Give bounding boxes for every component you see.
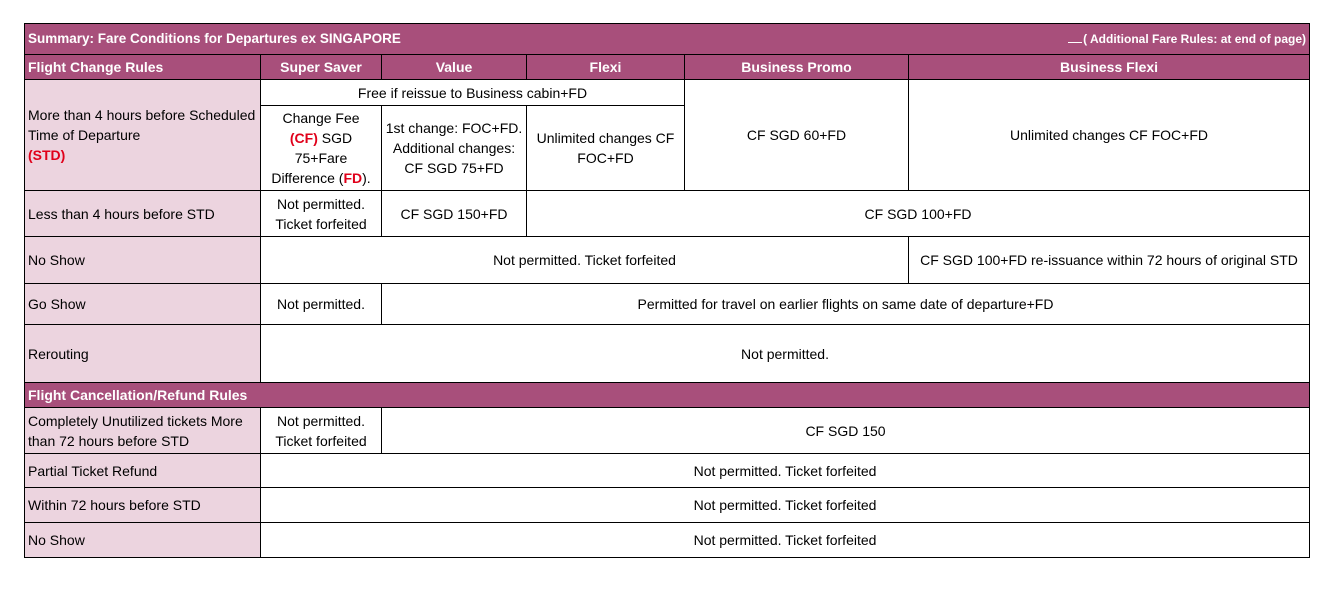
col-flexi: Flexi bbox=[527, 55, 685, 80]
row-label-within-72h: Within 72 hours before STD bbox=[25, 488, 261, 523]
rerouting-merged: Not permitted. bbox=[261, 325, 1310, 383]
additional-rules-link[interactable] bbox=[1068, 29, 1306, 49]
super-saver-go-show: Not permitted. bbox=[261, 284, 382, 325]
row-label-rerouting: Rerouting bbox=[25, 325, 261, 383]
table-row bbox=[25, 408, 1310, 454]
table-row bbox=[25, 284, 1310, 325]
fd-text: SGD 75+Fare Difference ( bbox=[271, 130, 353, 186]
table-row bbox=[25, 325, 1310, 383]
change-rules-header: Flight Change Rules bbox=[25, 55, 261, 80]
no-show-merged: Not permitted. Ticket forfeited bbox=[261, 237, 909, 284]
table-row bbox=[25, 523, 1310, 558]
row-label-more-than-4h bbox=[25, 80, 261, 191]
rest-unutilized: CF SGD 150 bbox=[382, 408, 1310, 454]
free-reissue-cell: Free if reissue to Business cabin+FD bbox=[261, 80, 685, 106]
fare-conditions-table bbox=[24, 23, 1310, 558]
col-business-promo: Business Promo bbox=[685, 55, 909, 80]
fd-abbr: FD bbox=[343, 170, 363, 186]
within-72h-merged: Not permitted. Ticket forfeited bbox=[261, 488, 1310, 523]
std-abbr: (STD) bbox=[28, 147, 66, 163]
super-saver-unutilized: Not permitted. Ticket forfeited bbox=[261, 408, 382, 454]
title-row bbox=[25, 24, 1310, 55]
title-cell bbox=[25, 24, 1310, 55]
table-row bbox=[25, 454, 1310, 488]
business-flexi-no-show: CF SGD 100+FD re-issuance within 72 hours of original STD bbox=[909, 237, 1310, 284]
cancellation-rules-header: Flight Cancellation/Refund Rules bbox=[25, 383, 1310, 408]
value-less-4h: CF SGD 150+FD bbox=[382, 191, 527, 237]
table-title: Summary: Fare Conditions for Departures ex SINGAPORE bbox=[28, 31, 401, 46]
super-saver-change-fee bbox=[261, 106, 382, 191]
business-promo-change-fee: CF SGD 60+FD bbox=[685, 80, 909, 191]
row-label-unutilized: Completely Unutilized tickets More than 72 hours before STD bbox=[25, 408, 261, 454]
underline-mark bbox=[1068, 42, 1082, 43]
additional-rules-text: ( Additional Fare Rules: at end of page) bbox=[1083, 32, 1307, 46]
rest-less-4h: CF SGD 100+FD bbox=[527, 191, 1310, 237]
fd-close: ). bbox=[362, 170, 371, 186]
business-flexi-change-fee: Unlimited changes CF FOC+FD bbox=[909, 80, 1310, 191]
col-business-flexi: Business Flexi bbox=[909, 55, 1310, 80]
row-label-less-than-4h: Less than 4 hours before STD bbox=[25, 191, 261, 237]
refund-no-show-merged: Not permitted. Ticket forfeited bbox=[261, 523, 1310, 558]
col-value: Value bbox=[382, 55, 527, 80]
rest-go-show: Permitted for travel on earlier flights on same date of departure+FD bbox=[382, 284, 1310, 325]
row-label-no-show: No Show bbox=[25, 237, 261, 284]
cf-text: Change Fee bbox=[282, 110, 360, 126]
partial-refund-merged: Not permitted. Ticket forfeited bbox=[261, 454, 1310, 488]
row-label-refund-no-show: No Show bbox=[25, 523, 261, 558]
value-change-fee: 1st change: FOC+FD. Additional changes: CF SGD 75+FD bbox=[382, 106, 527, 191]
flexi-change-fee: Unlimited changes CF FOC+FD bbox=[527, 106, 685, 191]
column-header-row bbox=[25, 55, 1310, 80]
label-text: More than 4 hours before Scheduled Time of Departure bbox=[28, 107, 256, 143]
cancellation-header-row bbox=[25, 383, 1310, 408]
table-row bbox=[25, 191, 1310, 237]
table-row bbox=[25, 488, 1310, 523]
row-label-partial-refund: Partial Ticket Refund bbox=[25, 454, 261, 488]
col-super-saver: Super Saver bbox=[261, 55, 382, 80]
table-row bbox=[25, 237, 1310, 284]
row-label-go-show: Go Show bbox=[25, 284, 261, 325]
super-saver-less-4h: Not permitted. Ticket forfeited bbox=[261, 191, 382, 237]
cf-abbr: (CF) bbox=[289, 130, 318, 146]
table-row bbox=[25, 80, 1310, 106]
